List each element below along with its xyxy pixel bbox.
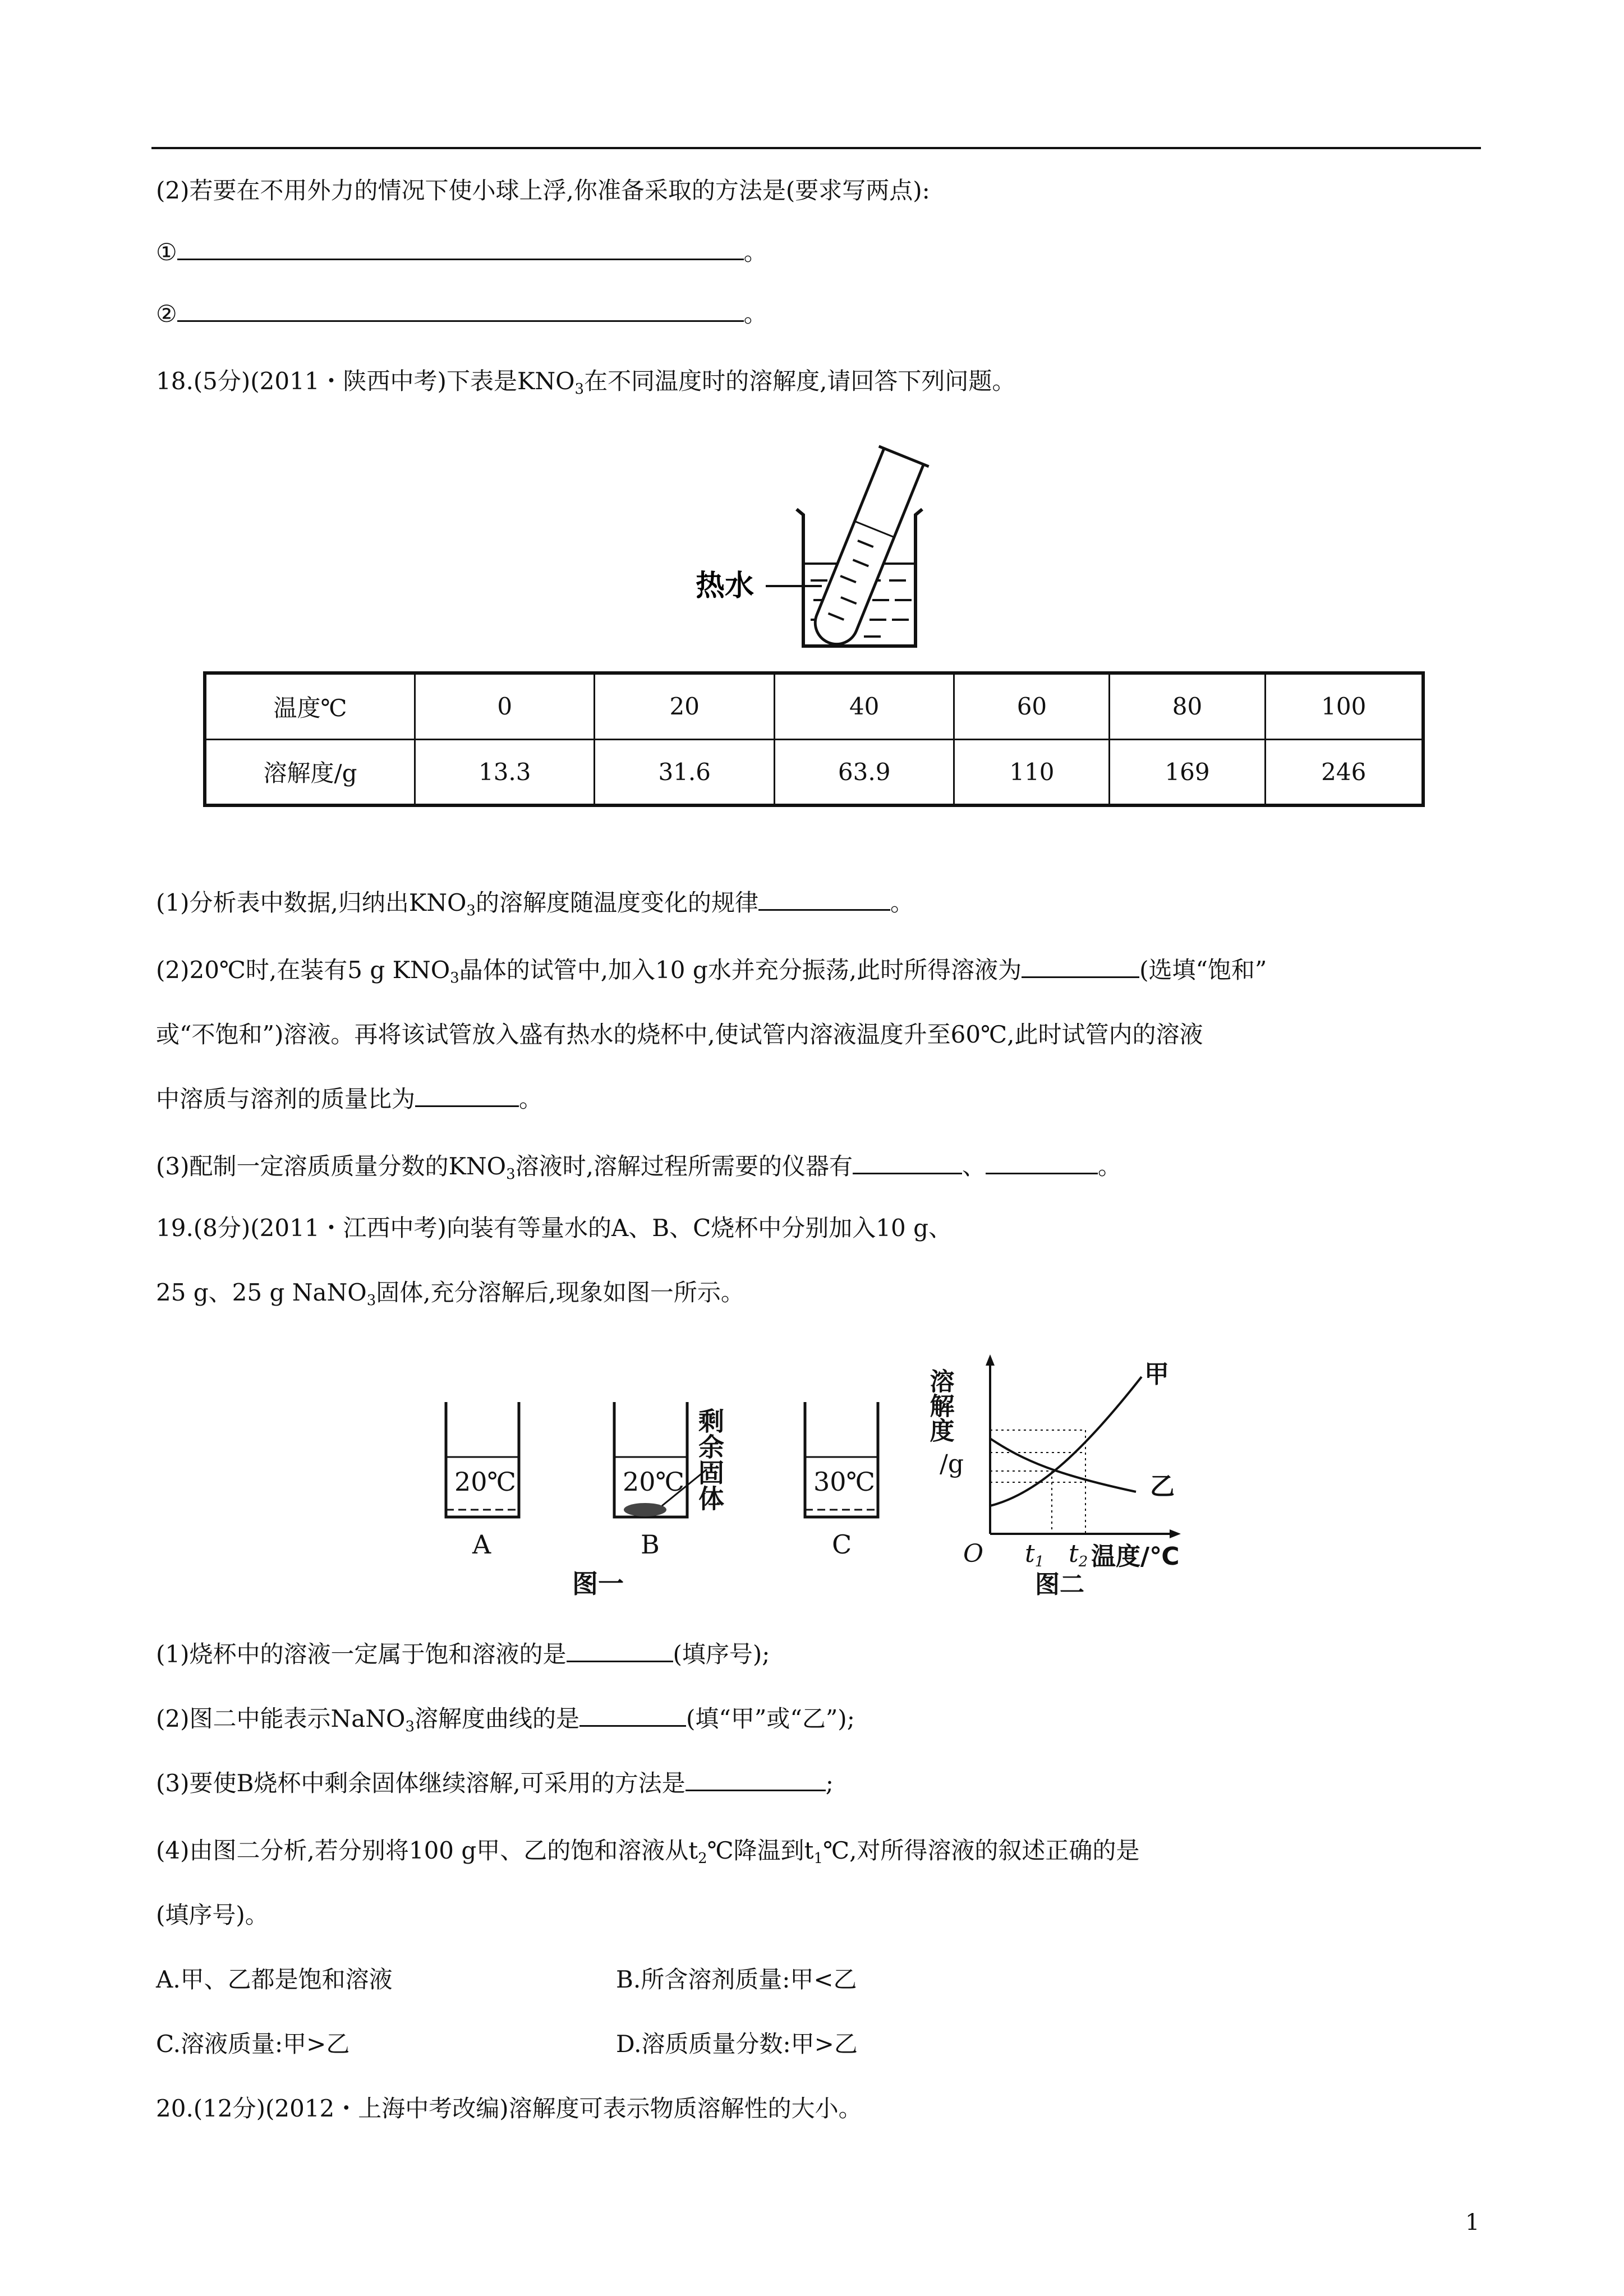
option-c[interactable] — [156, 2027, 349, 2061]
table-cell: 100 — [1265, 673, 1423, 739]
q18-part2-line3 — [156, 1082, 542, 1116]
table-cell: 63.9 — [774, 739, 954, 805]
t1-label: t1 — [1025, 1539, 1045, 1570]
q20-stem-text: 20.(12分)(2012・上海中考改编)溶解度可表示物质溶解性的大小。 — [156, 2095, 862, 2122]
q19-p2-text: (2)图二中能表示NaNO — [156, 1705, 406, 1732]
period: 。 — [743, 300, 767, 328]
figure-one-beakers — [438, 1357, 931, 1598]
q17-part2-text: (2)若要在不用外力的情况下使小球上浮,你准备采取的方法是(要求写两点): — [156, 177, 930, 204]
option-a-text: A.甲、乙都是饱和溶液 — [156, 1966, 393, 1993]
q18-p2-text3: (选填“饱和” — [1139, 956, 1267, 984]
period: 。 — [743, 238, 767, 266]
curve-jia-label: 甲 — [1144, 1360, 1169, 1389]
q17-blank1-line — [156, 236, 767, 269]
y-axis-unit: /g — [940, 1450, 964, 1478]
beaker-a — [446, 1402, 519, 1560]
option-d[interactable] — [616, 2027, 858, 2061]
semicolon: ; — [825, 1769, 834, 1797]
q19-part1 — [156, 1638, 770, 1671]
t2-label: t2 — [1069, 1539, 1088, 1570]
beaker-b-label: B — [641, 1529, 660, 1560]
table-cell: 80 — [1110, 673, 1265, 739]
y-axis-label: 溶解度 — [925, 1368, 954, 1442]
table-cell: 110 — [954, 739, 1110, 805]
residue-label: 剩余固体 — [694, 1408, 725, 1511]
q19-p1-text: (1)烧杯中的溶液一定属于饱和溶液的是 — [156, 1640, 567, 1668]
subscript: 1 — [813, 1850, 823, 1867]
option-c-text: C.溶液质量:甲>乙 — [156, 2030, 350, 2058]
curve-yi-label: 乙 — [1150, 1472, 1175, 1501]
beaker-a-label: A — [472, 1529, 491, 1560]
q17-blank1-prefix: ① — [156, 238, 177, 266]
beaker-test-tube-figure — [696, 443, 942, 656]
q19-part3 — [156, 1767, 834, 1800]
option-a[interactable] — [156, 1963, 393, 1997]
q19-part4-line2 — [156, 1898, 269, 1932]
figure-one-caption: 图一 — [572, 1569, 624, 1599]
separator: 、 — [961, 1152, 986, 1180]
q18-part1 — [156, 886, 914, 928]
table-row — [205, 673, 1423, 739]
answer-blank[interactable] — [986, 1150, 1098, 1174]
q18-stem-text: 18.(5分)(2011・陕西中考)下表是KNO — [156, 367, 575, 395]
q19-p4-text: (4)由图二分析,若分别将100 g甲、乙的饱和溶液从t — [156, 1837, 698, 1864]
q18-stem-tail: 在不同温度时的溶解度,请回答下列问题。 — [584, 367, 1016, 395]
table-cell: 温度℃ — [205, 673, 415, 739]
q18-part2 — [156, 953, 1267, 995]
page-number: 1 — [1465, 2210, 1480, 2235]
table-cell: 60 — [954, 673, 1110, 739]
q18-part2-line2 — [156, 1018, 1203, 1052]
q18-p3-text: (3)配制一定溶质质量分数的KNO — [156, 1152, 507, 1180]
q19-stem2 — [156, 1276, 744, 1317]
q19-p3-text: (3)要使B烧杯中剩余固体继续溶解,可采用的方法是 — [156, 1769, 686, 1797]
q17-part2 — [156, 174, 930, 208]
answer-blank[interactable] — [415, 1083, 519, 1107]
subscript: 3 — [366, 1292, 376, 1309]
subscript: 3 — [506, 1166, 516, 1183]
answer-blank[interactable] — [177, 236, 744, 260]
q18-p1-text: (1)分析表中数据,归纳出KNO — [156, 889, 467, 916]
table-row — [205, 739, 1423, 805]
q18-p2-text: (2)20℃时,在装有5 g KNO — [156, 956, 450, 984]
table-cell: 246 — [1265, 739, 1423, 805]
period: 。 — [890, 889, 914, 916]
answer-blank[interactable] — [853, 1150, 962, 1174]
answer-blank[interactable] — [686, 1767, 826, 1791]
answer-blank[interactable] — [579, 1703, 686, 1727]
table-cell: 13.3 — [415, 739, 595, 805]
q19-stem2-text2: 固体,充分溶解后,现象如图一所示。 — [376, 1279, 744, 1306]
q17-blank2-prefix: ② — [156, 300, 177, 328]
answer-blank[interactable] — [567, 1638, 673, 1662]
x-axis-label: 温度/℃ — [1091, 1542, 1180, 1571]
q19-part2 — [156, 1702, 855, 1744]
q19-p4-line2-text: (填序号)。 — [156, 1901, 269, 1929]
q18-p2-line3-text: 中溶质与溶剂的质量比为 — [156, 1085, 416, 1113]
subscript: 3 — [574, 381, 585, 398]
beaker-b — [614, 1402, 707, 1560]
table-cell: 40 — [774, 673, 954, 739]
q19-p4-text3: ℃,对所得溶液的叙述正确的是 — [823, 1837, 1140, 1864]
beaker-b-temp: 20℃ — [623, 1467, 684, 1497]
q18-stem — [156, 365, 1015, 406]
q19-stem1 — [156, 1211, 952, 1245]
table-cell: 0 — [415, 673, 595, 739]
subscript: 3 — [405, 1718, 415, 1735]
subscript: 2 — [698, 1850, 707, 1867]
subscript: 3 — [450, 970, 459, 986]
q19-stem2-text: 25 g、25 g NaNO — [156, 1279, 367, 1306]
q18-p1-text2: 的溶解度随温度变化的规律 — [475, 889, 758, 916]
table-cell: 169 — [1110, 739, 1265, 805]
origin-label: O — [963, 1539, 984, 1568]
q19-p2-text3: (填“甲”或“乙”); — [686, 1705, 855, 1732]
q17-blank2-line — [156, 297, 767, 331]
answer-blank[interactable] — [177, 298, 744, 322]
table-cell: 20 — [595, 673, 774, 739]
beaker-a-temp: 20℃ — [454, 1467, 516, 1497]
solubility-table — [203, 671, 1425, 807]
q18-p3-text2: 溶液时,溶解过程所需要的仪器有 — [515, 1152, 853, 1180]
option-b[interactable] — [616, 1963, 857, 1997]
answer-blank[interactable] — [1022, 954, 1139, 978]
q19-p4-text2: ℃降温到t — [707, 1837, 814, 1864]
q18-p2-text2: 晶体的试管中,加入10 g水并充分振荡,此时所得溶液为 — [459, 956, 1022, 984]
q18-part3 — [156, 1150, 1121, 1191]
figure-two-caption: 图二 — [1035, 1570, 1084, 1599]
hot-water-label: 热水 — [696, 569, 755, 603]
subscript: 3 — [466, 902, 476, 919]
q19-p2-text2: 溶解度曲线的是 — [415, 1705, 580, 1732]
beaker-c-temp: 30℃ — [813, 1467, 875, 1497]
header-rule — [151, 147, 1481, 149]
option-b-text: B.所含溶剂质量:甲<乙 — [616, 1966, 857, 1993]
table-cell: 31.6 — [595, 739, 774, 805]
figure-two-solubility-graph — [925, 1343, 1203, 1599]
answer-blank[interactable] — [758, 887, 890, 911]
q19-stem1-text: 19.(8分)(2011・江西中考)向装有等量水的A、B、C烧杯中分别加入10 g、 — [156, 1214, 952, 1242]
q19-part4 — [156, 1834, 1139, 1875]
q18-p2-line2-text: 或“不饱和”)溶液。再将该试管放入盛有热水的烧杯中,使试管内溶液温度升至60℃,此时试管内的溶液 — [156, 1021, 1203, 1048]
beaker-c — [805, 1402, 878, 1560]
q20-stem — [156, 2092, 862, 2126]
period: 。 — [519, 1085, 543, 1113]
option-d-text: D.溶质质量分数:甲>乙 — [616, 2030, 858, 2058]
q19-p1-text2: (填序号); — [673, 1640, 770, 1668]
table-cell: 溶解度/g — [205, 739, 415, 805]
period: 。 — [1097, 1152, 1121, 1180]
beaker-c-label: C — [832, 1529, 852, 1560]
